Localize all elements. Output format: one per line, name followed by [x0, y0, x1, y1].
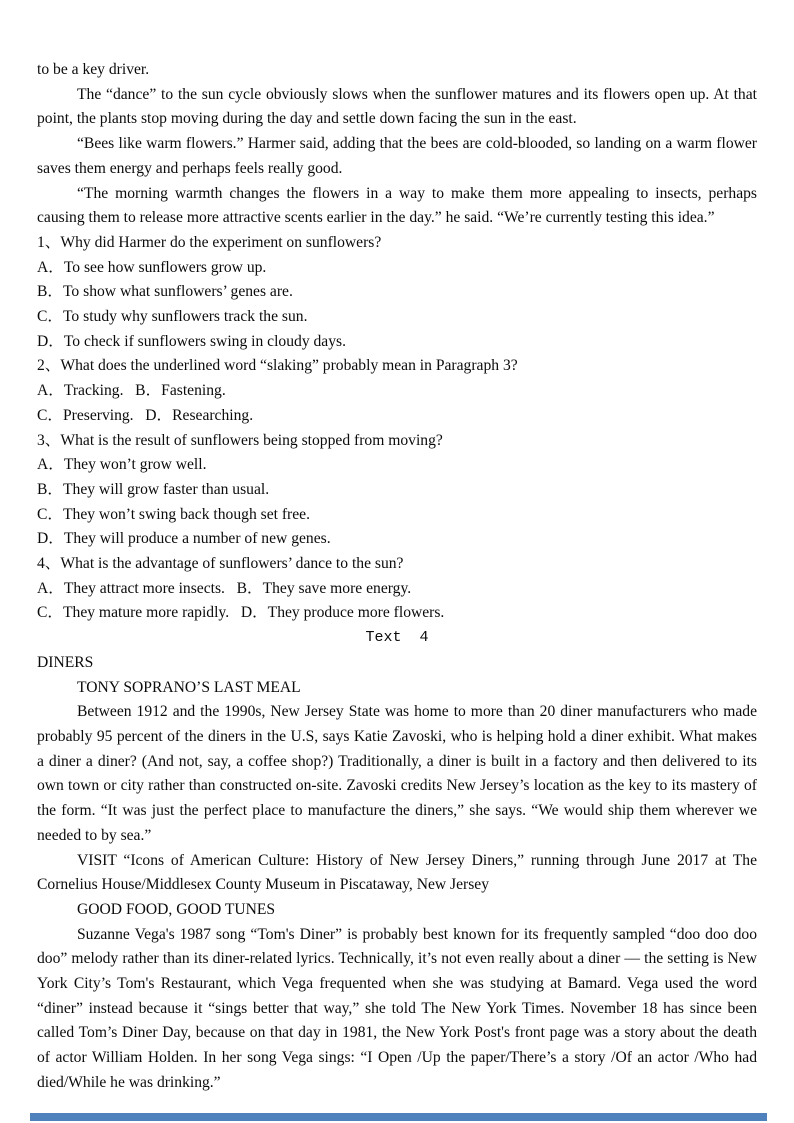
- question-1-option-c: C．To study why sunflowers track the sun.: [37, 308, 308, 326]
- document-page: [37, 58, 757, 1096]
- question-4-stem: 4、What is the advantage of sunflowers’ dance to the sun?: [37, 555, 404, 573]
- passage-paragraph-dance: The “dance” to the sun cycle obviously slows when the sunflower matures and its flowers open up. At that point, the plants stop moving during the day and settle down facing the sun in the east.: [37, 85, 757, 128]
- text4-section-heading: Text 4: [365, 629, 429, 647]
- text4-paragraph-toms-diner: Suzanne Vega's 1987 song “Tom's Diner” is probably best known for its frequently sampled “doo doo doo doo” melody rather than its diner-related lyrics. Technically, it’s not even really about a diner — the setting is New York City’s Tom's Restaurant, which Vega frequented when she was studying at Bamard. Vega used the word “diner” instead because it “sings better that way,” she told The New York Times. November 18 has since been called Tom’s Diner Day, because on that day in 1981, the New York Post's front page was a story about the death of actor William Holden. In her song Vega sings: “I Open /Up the paper/There’s a story /Of an actor /Who had died/While he was drinking.”: [37, 925, 757, 1091]
- passage-paragraph-warmth: “The morning warmth changes the flowers in a way to make them more appealing to insects, perhaps causing them to release more attractive scents earlier in the day.” he said. “We’re currently testing this idea.”: [37, 184, 757, 227]
- text4-title: DINERS: [37, 653, 94, 671]
- question-3-option-a: A．They won’t grow well.: [37, 456, 207, 474]
- question-1-option-a: A．To see how sunflowers grow up.: [37, 258, 267, 276]
- passage-paragraph-bees: “Bees like warm flowers.” Harmer said, adding that the bees are cold-blooded, so landing on a warm flower saves them energy and perhaps feels really good.: [37, 135, 757, 177]
- question-3-option-b: B．They will grow faster than usual.: [37, 480, 270, 498]
- text4-subtitle-tony-soprano: TONY SOPRANO’S LAST MEAL: [77, 678, 301, 696]
- text4-subtitle-good-food: GOOD FOOD, GOOD TUNES: [77, 900, 276, 918]
- passage-tail-line: to be a key driver.: [37, 61, 150, 78]
- question-3-option-d: D．They will produce a number of new genes.: [37, 530, 331, 548]
- question-1-stem: 1、Why did Harmer do the experiment on sunflowers?: [37, 233, 382, 251]
- text4-paragraph-visit: VISIT “Icons of American Culture: History of New Jersey Diners,” running through June 2017 at The Cornelius House/Middlesex County Museum in Piscataway, New Jersey: [37, 851, 757, 894]
- question-1-option-d: D．To check if sunflowers swing in cloudy days.: [37, 332, 346, 350]
- question-2-options-ab: A．Tracking. B．Fastening.: [37, 382, 226, 400]
- question-1-option-b: B．To show what sunflowers’ genes are.: [37, 283, 293, 301]
- text4-paragraph-history: Between 1912 and the 1990s, New Jersey State was home to more than 20 diner manufacturers who made probably 95 percent of the diners in the U.S, says Katie Zavoski, who is helping hold a diner exhibit. What makes a diner a diner? (And not, say, a coffee shop?) Traditionally, a diner is built in a factory and then delivered to its own town or city rather than constructed on-site. Zavoski credits New Jersey’s location as the key to its mastery of the form. “It was just the perfect place to manufacture the diners,” she says. “We would ship them wherever we needed to by sea.”: [37, 703, 757, 844]
- question-4-options-ab: A．They attract more insects. B．They save more energy.: [37, 579, 412, 597]
- footer-accent-bar: [30, 1113, 767, 1121]
- question-2-options-cd: C．Preserving. D．Researching.: [37, 406, 254, 424]
- question-4-options-cd: C．They mature more rapidly. D．They produce more flowers.: [37, 604, 445, 622]
- question-3-stem: 3、What is the result of sunflowers being stopped from moving?: [37, 431, 443, 449]
- question-2-stem: 2、What does the underlined word “slaking” probably mean in Paragraph 3?: [37, 357, 518, 375]
- question-3-option-c: C．They won’t swing back though set free.: [37, 505, 310, 523]
